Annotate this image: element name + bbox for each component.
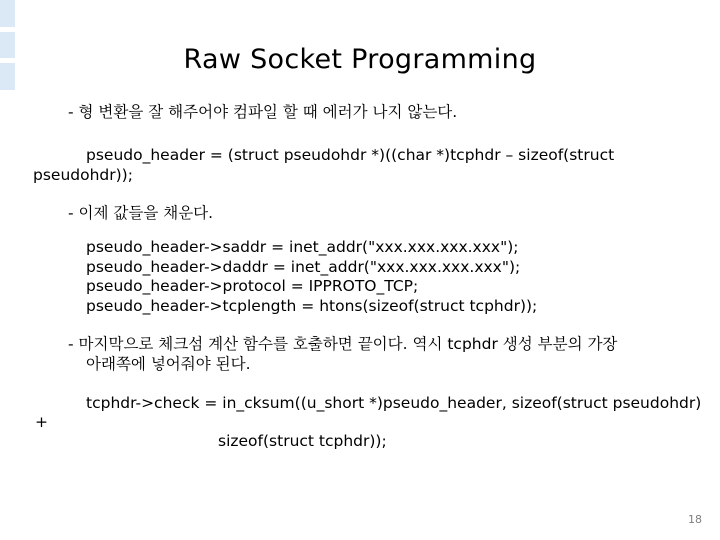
- code-line: pseudo_header->tcplength = htons(sizeof(struct tcphdr));: [86, 297, 538, 315]
- page-number: 18: [688, 513, 702, 526]
- side-bar-stripe: [0, 27, 15, 32]
- code-line: tcphdr->check = in_cksum((u_short *)pseudo_header, sizeof(struct pseudohdr): [86, 394, 702, 412]
- bullet-checksum: - 마지막으로 체크섬 계산 함수를 호출하면 끝이다. 역시 tcphdr 생성 부분의 가장: [68, 335, 618, 353]
- bullet-type-cast: - 형 변환을 잘 해주어야 컴파일 할 때 에러가 나지 않는다.: [68, 103, 458, 121]
- code-line: pseudo_header = (struct pseudohdr *)((char *)tcphdr – sizeof(struct: [86, 146, 615, 164]
- bullet-fill-values: - 이제 값들을 채운다.: [68, 204, 214, 222]
- code-line: pseudo_header->protocol = IPPROTO_TCP;: [86, 277, 419, 295]
- slide-title: Raw Socket Programming: [183, 44, 537, 75]
- code-line: pseudo_header->saddr = inet_addr("xxx.xxx.xxx.xxx");: [86, 238, 519, 256]
- plus-sign: +: [35, 413, 48, 431]
- code-line: pseudohdr));: [33, 166, 133, 184]
- code-line: sizeof(struct tcphdr));: [218, 432, 387, 450]
- bullet-checksum-continued: 아래쪽에 넣어줘야 된다.: [86, 355, 251, 373]
- code-line: pseudo_header->daddr = inet_addr("xxx.xxx.xxx.xxx");: [86, 258, 521, 276]
